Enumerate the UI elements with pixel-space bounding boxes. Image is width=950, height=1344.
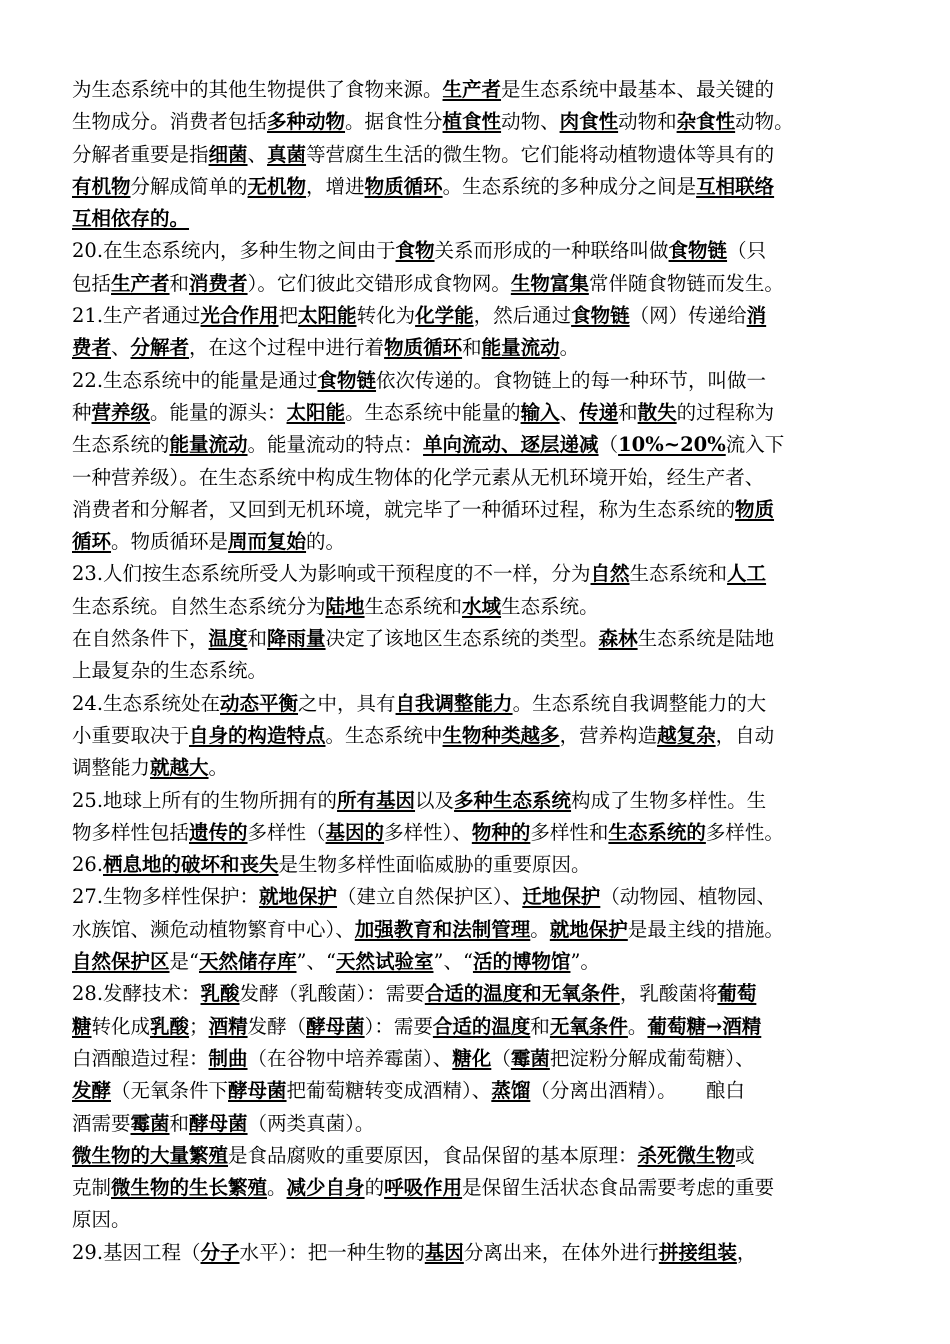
key-term: 食物链 [668, 239, 728, 263]
text-segment: 、 [111, 336, 131, 360]
text-segment: 分解成简单的 [130, 174, 248, 198]
text-line [72, 1204, 892, 1236]
text-segment: （建立自然保护区）、 [337, 885, 523, 909]
key-term: 营养级 [91, 400, 151, 424]
text-segment: ，乳酸菌将 [619, 982, 718, 1006]
text-segment: 发酵（ [247, 1014, 307, 1038]
text-segment: ，增进 [306, 174, 365, 198]
text-segment: 22.生态系统中的能量是通过 [72, 368, 318, 392]
text-line [72, 332, 892, 364]
key-term: 蒸馏 [491, 1079, 531, 1103]
key-term: 消费者 [189, 271, 248, 295]
text-segment: 原因。 [72, 1208, 131, 1232]
key-term: 制曲 [208, 1046, 248, 1070]
key-term: 食物链 [317, 368, 377, 392]
text-segment: 和 [169, 1111, 190, 1135]
key-term: 互相联络 [696, 174, 775, 198]
text-line [72, 1043, 892, 1075]
key-term: 真菌 [267, 142, 307, 166]
text-segment: 生态系统和 [364, 594, 463, 618]
text-segment: 上最复杂的生态系统。 [72, 659, 268, 683]
text-line [72, 235, 892, 267]
key-term: 微生物的生长繁殖 [111, 1176, 268, 1200]
text-segment: 依次传递的。食物链上的每一种环节，叫做一 [376, 368, 767, 392]
key-term: 拼接组装 [658, 1240, 737, 1264]
key-term: 物质循环 [364, 174, 443, 198]
key-term: 水域 [462, 594, 502, 618]
key-term: 食物 [395, 239, 435, 263]
key-term: 物质循环 [384, 336, 463, 360]
text-segment: （无氧条件下 [111, 1079, 229, 1103]
text-segment: 克制 [72, 1176, 112, 1200]
text-segment: 调整能力 [72, 756, 151, 780]
text-line [72, 300, 892, 332]
text-segment: 生态系统。 [501, 594, 599, 618]
text-segment: ，自动 [715, 723, 775, 747]
key-term: 栖息地的破坏和丧失 [103, 853, 279, 877]
text-segment: 。 [208, 756, 229, 780]
key-term: 物种的 [471, 820, 531, 844]
text-segment: （ [598, 433, 619, 457]
text-segment: 、 [559, 400, 580, 424]
key-term: 光合作用 [200, 304, 279, 328]
text-line [72, 1140, 892, 1172]
key-term: 费者 [72, 336, 112, 360]
text-segment: ，营养构造 [559, 723, 658, 747]
key-term: 物质 [735, 497, 775, 521]
text-line [72, 203, 892, 235]
text-segment: ）。它们彼此交错形成食物网。 [247, 271, 511, 295]
text-segment: 26. [72, 853, 104, 877]
text-segment: ”、“ [433, 950, 473, 974]
key-term: 加强教育和法制管理 [354, 917, 531, 941]
text-segment: 流入下 [725, 433, 785, 457]
key-term: 酒精 [208, 1014, 248, 1038]
text-line [72, 1075, 892, 1107]
text-line [72, 494, 892, 526]
key-term: 葡萄 [717, 982, 757, 1006]
text-segment: ， [736, 1240, 757, 1264]
text-line [72, 1108, 892, 1140]
text-segment: 以及 [415, 788, 455, 812]
text-segment: 多样性。 [705, 820, 784, 844]
text-segment: 。 [559, 336, 580, 360]
text-segment: 生态系统。自然生态系统分为 [72, 594, 326, 618]
key-term: 越复杂 [657, 723, 716, 747]
text-line [72, 429, 892, 461]
key-term: 降雨量 [267, 627, 326, 651]
text-segment: 决定了该地区生态系统的类型。 [325, 627, 599, 651]
text-segment: 生态系统的 [72, 433, 170, 457]
text-segment: 27.生物多样性保护： [72, 885, 260, 909]
key-term: 酵母菌 [228, 1079, 287, 1103]
text-segment: 包括 [72, 271, 112, 295]
key-term: 循环 [72, 530, 112, 554]
key-term: 无氧条件 [549, 1014, 628, 1038]
text-segment: （分离出酒精）。 酿白 [530, 1079, 745, 1103]
text-segment: 生物成分。消费者包括 [72, 110, 268, 134]
text-segment: 。生态系统中 [325, 723, 443, 747]
key-term: 自然保护区 [72, 950, 170, 974]
text-segment: 。生态系统的多种成分之间是 [442, 174, 697, 198]
text-line [72, 688, 892, 720]
key-term: 发酵 [72, 1079, 112, 1103]
key-term: 周而复始 [228, 530, 307, 554]
text-segment: 和 [247, 627, 268, 651]
text-segment: 分解者重要是指 [72, 142, 209, 166]
text-line [72, 881, 892, 913]
key-term: 自然 [590, 562, 630, 586]
text-segment: ”、“ [296, 950, 336, 974]
text-segment: 的 [364, 1176, 385, 1200]
text-segment: 。生态系统中能量的 [345, 400, 521, 424]
key-term: 杀死微生物 [637, 1143, 736, 1167]
text-segment: 多样性（ [247, 820, 326, 844]
text-segment: 24.生态系统处在 [72, 691, 221, 715]
text-line [72, 268, 892, 300]
key-term: 能量流动 [481, 336, 560, 360]
text-segment: 。生态系统自我调整能力的大 [512, 691, 767, 715]
key-term: 多种生态系统 [454, 788, 572, 812]
text-segment: 28.发酵技术： [72, 982, 201, 1006]
key-term: 多种动物 [267, 110, 346, 134]
text-segment: 。据食性分 [345, 110, 443, 134]
key-term: 所有基因 [337, 788, 416, 812]
key-term: 化学能 [415, 304, 474, 328]
text-line [72, 1011, 892, 1043]
text-segment: 之中，具有 [298, 691, 396, 715]
text-segment: 。能量的源头： [150, 400, 287, 424]
key-term: 杂食性 [676, 110, 736, 134]
text-line [72, 365, 892, 397]
key-term: 森林 [598, 627, 638, 651]
key-term: 遗传的 [189, 820, 248, 844]
text-segment: 生态系统和 [629, 562, 728, 586]
text-line [72, 785, 892, 817]
text-segment: 是最主线的措施。 [627, 917, 784, 941]
text-segment: 在自然条件下， [72, 627, 209, 651]
text-segment: 把 [278, 304, 299, 328]
text-segment: 酒需要 [72, 1111, 131, 1135]
text-line [72, 139, 892, 171]
text-line [72, 817, 892, 849]
text-segment: 分离出来，在体外进行 [463, 1240, 659, 1264]
text-segment: 。 [530, 917, 550, 941]
text-segment: 一种营养级）。在生态系统中构成生物体的化学元素从无机环境开始，经生产者、 [72, 465, 765, 489]
key-term: 乳酸 [200, 982, 240, 1006]
key-term: 自我调整能力 [395, 691, 513, 715]
key-term: 植食性 [442, 110, 502, 134]
text-segment: 动物。 [735, 110, 794, 134]
text-segment: 和 [530, 1014, 550, 1038]
text-segment: 消费者和分解者，又回到无机环境，就完毕了一种循环过程，称为生态系统的 [72, 497, 736, 521]
text-segment: 多样性和 [530, 820, 609, 844]
text-line [72, 397, 892, 429]
key-term: 酵母菌 [189, 1111, 248, 1135]
text-line [72, 720, 892, 752]
text-segment: 和 [618, 400, 638, 424]
text-segment: （ [491, 1046, 511, 1070]
key-term: 互相依存的。 [72, 207, 190, 231]
key-term: 合适的温度 [432, 1014, 531, 1038]
text-segment: ； [189, 1014, 209, 1038]
document-body [72, 74, 892, 1269]
text-segment: ”。 [570, 950, 600, 974]
key-term: 陆地 [325, 594, 365, 618]
text-segment: 23.人们按生态系统所受人为影响或干预程度的不一样，分为 [72, 562, 591, 586]
key-term: 霉菌 [510, 1046, 550, 1070]
text-segment: 。 [267, 1176, 287, 1200]
key-term: 分子 [200, 1240, 240, 1264]
key-term: 单向流动、逐层递减 [423, 433, 599, 457]
key-term: 酵母菌 [306, 1014, 365, 1038]
text-segment: 关系而形成的一种联络叫做 [434, 239, 669, 263]
text-line [72, 1172, 892, 1204]
text-line [72, 946, 892, 978]
text-segment: 动物、 [501, 110, 560, 134]
text-line [72, 171, 892, 203]
key-term: 温度 [208, 627, 248, 651]
key-term: 合适的温度和无氧条件 [424, 982, 620, 1006]
key-term: 糖 [72, 1014, 92, 1038]
key-term: 生产者 [111, 271, 170, 295]
text-line [72, 914, 892, 946]
text-line [72, 591, 892, 623]
key-term: 糖化 [452, 1046, 492, 1070]
key-term: 分解者 [130, 336, 190, 360]
key-term: 就地保护 [259, 885, 338, 909]
text-segment: 把葡萄糖转变成酒精）、 [286, 1079, 492, 1103]
text-segment: 动物和 [618, 110, 677, 134]
text-segment: （动物园、植物园、 [600, 885, 776, 909]
text-segment: （在谷物中培养霉菌）、 [247, 1046, 453, 1070]
key-term: 生态系统的 [608, 820, 706, 844]
key-term: 细菌 [208, 142, 248, 166]
text-segment: （两类真菌）。 [247, 1111, 375, 1135]
key-term: 就越大 [150, 756, 209, 780]
text-line [72, 849, 892, 881]
text-segment: 是“ [169, 950, 199, 974]
key-term: 微生物的大量繁殖 [72, 1143, 229, 1167]
key-term: 乳酸 [150, 1014, 190, 1038]
text-line [72, 1237, 892, 1269]
text-segment: 生态系统是陆地 [637, 627, 775, 651]
key-term: 呼吸作用 [384, 1176, 463, 1200]
text-segment: 21.生产者通过 [72, 304, 201, 328]
text-segment: 发酵（乳酸菌）：需要 [239, 982, 425, 1006]
text-segment: 是食品腐败的重要原因，食品保留的基本原理： [228, 1143, 638, 1167]
text-line [72, 752, 892, 784]
key-term: 生产者 [442, 78, 502, 101]
text-segment: 构成了生物多样性。生 [571, 788, 767, 812]
text-segment: 。 [627, 1014, 648, 1038]
text-segment: 把淀粉分解成葡萄糖）、 [549, 1046, 755, 1070]
key-term: 生物富集 [510, 271, 589, 295]
text-line [72, 623, 892, 655]
text-segment: 等营腐生生活的微生物。它们能将动植物遗体等具有的 [306, 142, 775, 166]
key-term: 太阳能 [286, 400, 346, 424]
key-term: 食物链 [571, 304, 630, 328]
text-line [72, 978, 892, 1010]
text-segment: 是生物多样性面临威胁的重要原因。 [278, 853, 591, 877]
key-term: 就地保护 [549, 917, 628, 941]
text-segment: 的。 [306, 530, 346, 554]
key-term: 基因的 [325, 820, 385, 844]
text-segment: 、 [247, 142, 268, 166]
text-segment: 29.基因工程（ [72, 1240, 201, 1264]
text-segment: 水族馆、濒危动植物繁育中心）、 [72, 917, 355, 941]
key-term: 生物种类越多 [442, 723, 560, 747]
text-segment: ，在这个过程中进行着 [189, 336, 385, 360]
text-segment: 是生态系统中最基本、最关键的 [501, 78, 775, 101]
text-line [72, 526, 892, 558]
key-term: 散失 [637, 400, 677, 424]
text-segment: （只 [727, 239, 767, 263]
text-segment: 为生态系统中的其他生物提供了食物来源。 [72, 78, 443, 101]
key-term: 传递 [579, 400, 619, 424]
key-term: 葡萄糖→酒精 [647, 1014, 762, 1038]
text-segment: 物多样性包括 [72, 820, 190, 844]
key-term: 天然试验室 [335, 950, 434, 974]
text-segment: 25.地球上所有的生物所拥有的 [72, 788, 338, 812]
key-term: 输入 [520, 400, 560, 424]
key-term: 活的博物馆 [472, 950, 571, 974]
text-segment: 和 [462, 336, 482, 360]
text-segment: ，然后通过 [473, 304, 572, 328]
key-term: 人工 [727, 562, 767, 586]
text-segment: 转化为 [356, 304, 416, 328]
text-line [72, 558, 892, 590]
key-term: 自身的构造特点 [189, 723, 326, 747]
text-segment: 。物质循环是 [111, 530, 229, 554]
text-segment: 转化成 [91, 1014, 151, 1038]
key-term: 霉菌 [130, 1111, 170, 1135]
text-segment: 20.在生态系统内，多种生物之间由于 [72, 239, 396, 263]
key-term: 减少自身 [286, 1176, 365, 1200]
key-term: 迁地保护 [522, 885, 601, 909]
key-term: 天然储存库 [199, 950, 297, 974]
text-segment: ）：需要 [364, 1014, 433, 1038]
text-segment: 。能量流动的特点： [247, 433, 424, 457]
text-segment: 和 [169, 271, 190, 295]
key-term: 10%~20% [618, 433, 726, 457]
text-segment: 多样性）、 [384, 820, 472, 844]
text-line [72, 74, 892, 106]
key-term: 基因 [424, 1240, 464, 1264]
text-line [72, 462, 892, 494]
text-segment: 小重要取决于 [72, 723, 190, 747]
key-term: 太阳能 [298, 304, 357, 328]
text-segment: 白酒酿造过程： [72, 1046, 209, 1070]
key-term: 能量流动 [169, 433, 248, 457]
key-term: 肉食性 [559, 110, 619, 134]
key-term: 消 [746, 304, 767, 328]
text-segment: （网）传递给 [629, 304, 747, 328]
text-line [72, 106, 892, 138]
text-segment: 种 [72, 400, 92, 424]
key-term: 动态平衡 [220, 691, 299, 715]
text-segment: 常伴随食物链而发生。 [588, 271, 784, 295]
key-term: 有机物 [72, 174, 131, 198]
text-segment: 是保留生活状态食品需要考虑的重要 [462, 1176, 775, 1200]
text-segment: 水平）：把一种生物的 [239, 1240, 425, 1264]
text-segment: 或 [735, 1143, 755, 1167]
text-line [72, 655, 892, 687]
text-segment: 的过程称为 [676, 400, 775, 424]
key-term: 无机物 [247, 174, 307, 198]
